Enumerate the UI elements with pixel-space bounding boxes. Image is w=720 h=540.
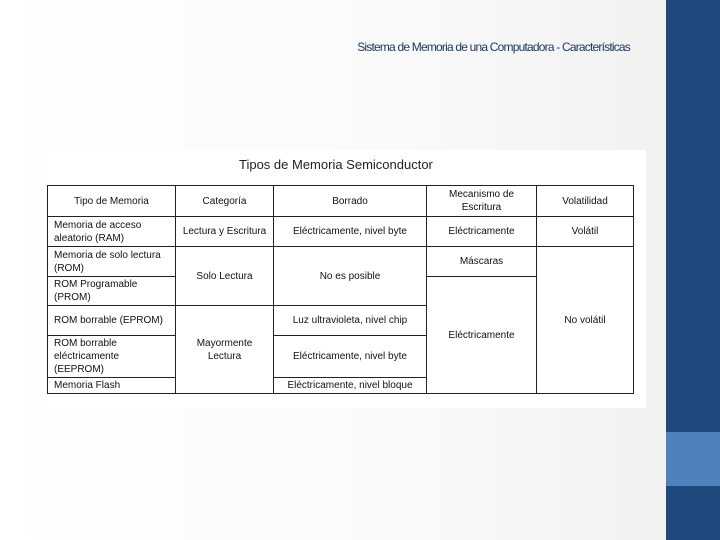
- header-volatilidad: Volatilidad: [537, 186, 634, 217]
- memory-types-table: [47, 185, 634, 394]
- cell-borrado-rom-prom: No es posible: [274, 247, 427, 306]
- cell-tipo-rom: Memoria de solo lectura (ROM): [48, 247, 176, 277]
- cell-mecanismo-electrico: Eléctricamente: [427, 277, 537, 394]
- table-row: [48, 247, 634, 277]
- cell-tipo-ram: Memoria de acceso aleatorio (RAM): [48, 217, 176, 247]
- cell-tipo-flash: Memoria Flash: [48, 378, 176, 394]
- cell-volatilidad-volatil: Volátil: [537, 217, 634, 247]
- cell-borrado-ram: Eléctricamente, nivel byte: [274, 217, 427, 247]
- cell-categoria-solo-lectura: Solo Lectura: [176, 247, 274, 306]
- cell-borrado-eprom: Luz ultravioleta, nivel chip: [274, 306, 427, 336]
- cell-tipo-eprom: ROM borrable (EPROM): [48, 306, 176, 336]
- cell-categoria-lectura-escritura: Lectura y Escritura: [176, 217, 274, 247]
- sidebar-accent-block: [666, 432, 720, 486]
- table-header-row: [48, 186, 634, 217]
- cell-mecanismo-rom: Máscaras: [427, 247, 537, 277]
- header-mecanismo: Mecanismo de Escritura: [427, 186, 537, 217]
- table-caption: Tipos de Memoria Semiconductor: [239, 157, 433, 172]
- cell-mecanismo-ram: Eléctricamente: [427, 217, 537, 247]
- cell-borrado-eeprom: Eléctricamente, nivel byte: [274, 336, 427, 378]
- header-tipo: Tipo de Memoria: [48, 186, 176, 217]
- table-row: [48, 217, 634, 247]
- header-borrado: Borrado: [274, 186, 427, 217]
- cell-categoria-mayormente-lectura: Mayormente Lectura: [176, 306, 274, 394]
- header-categoria: Categoría: [176, 186, 274, 217]
- cell-tipo-prom: ROM Programable (PROM): [48, 277, 176, 306]
- cell-tipo-eeprom: ROM borrable eléctricamente (EEPROM): [48, 336, 176, 378]
- cell-borrado-flash: Eléctricamente, nivel bloque: [274, 378, 427, 394]
- cell-volatilidad-no-volatil: No volátil: [537, 247, 634, 394]
- slide-title: Sistema de Memoria de una Computadora - Características: [357, 40, 630, 54]
